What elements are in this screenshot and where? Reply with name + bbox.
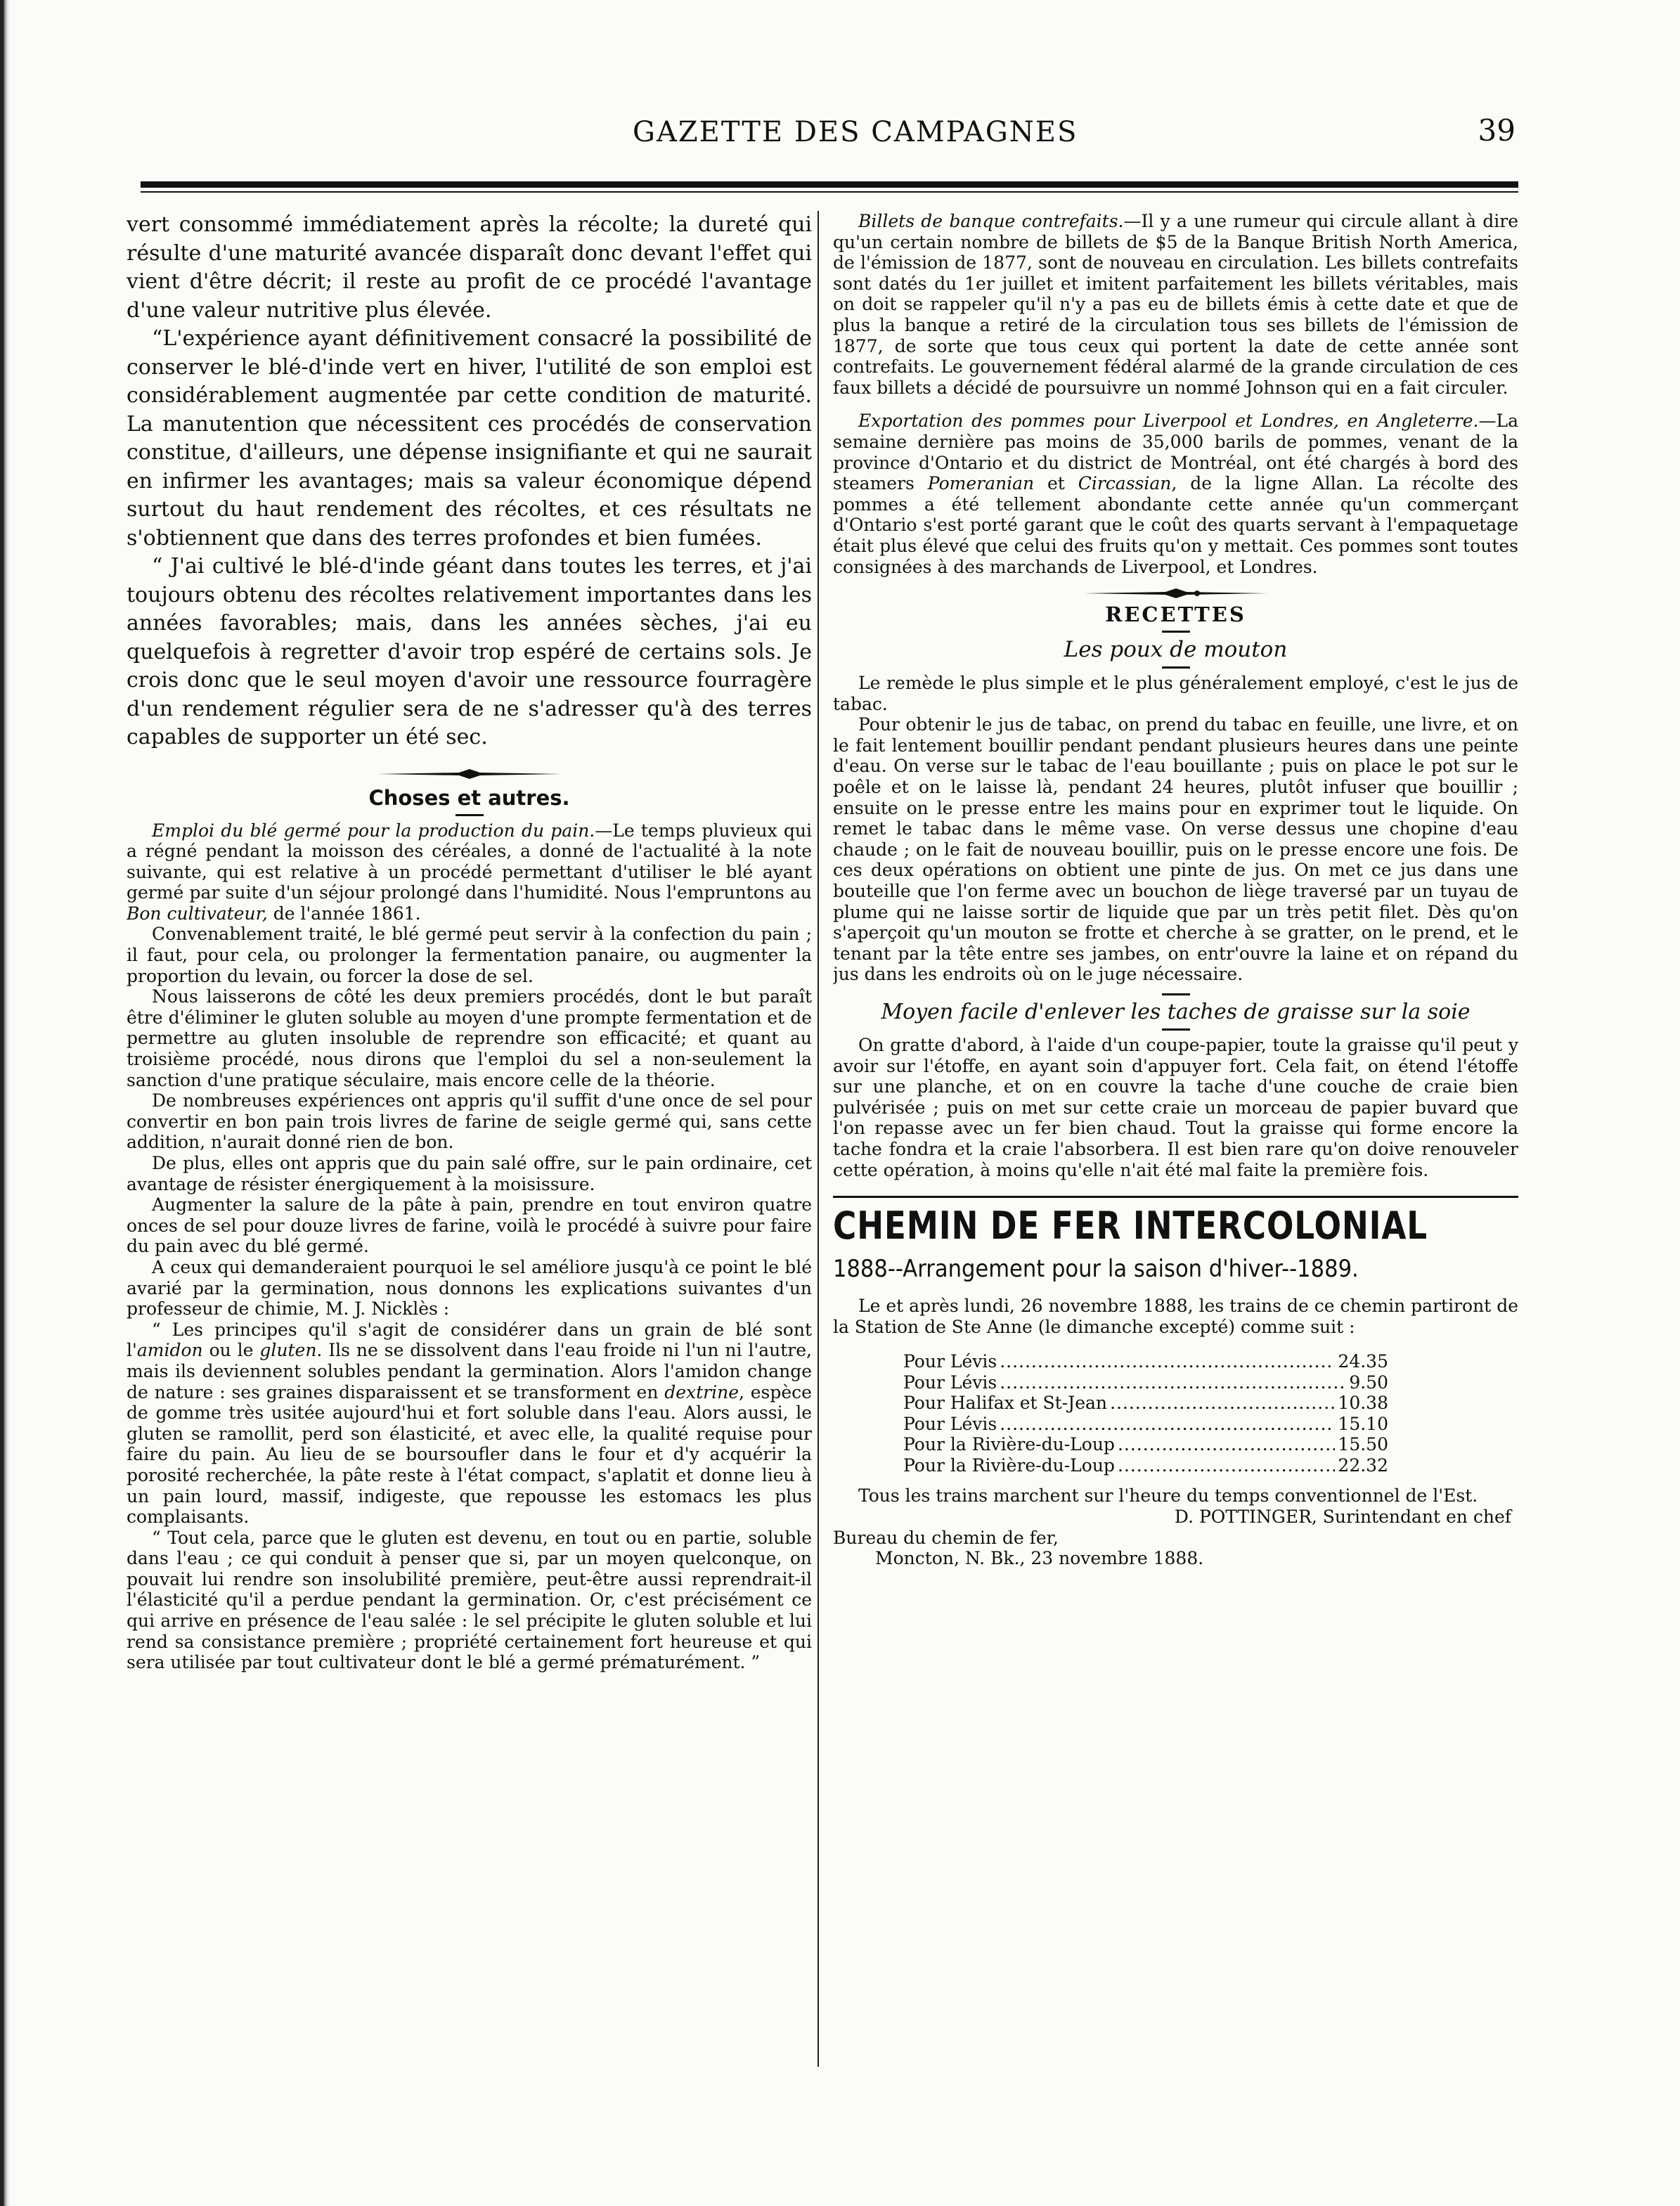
signature: D. POTTINGER, Surintendant en chef: [1174, 1506, 1511, 1527]
section-dash: [1162, 1028, 1190, 1031]
left-column: [127, 211, 812, 2088]
leader-dots: [1000, 1351, 1335, 1372]
term-amidon: amidon: [136, 1340, 203, 1361]
article-title: Emploi du blé germé pour la production du pain.: [152, 820, 595, 841]
page-header: [127, 109, 1532, 165]
section-title-choses: Choses et autres.: [368, 785, 570, 810]
article-emploi: [127, 820, 812, 924]
header-rule-thick: [141, 181, 1518, 188]
paragraph: vert consommé immédiatement après la récolte; la dureté qui résulte d'une maturité avancée disparaît donc devant l'effet qui vient d'être décrit; il reste au profit de ce procédé l'avantage d'une valeur nutritive plus élevée.: [127, 212, 812, 323]
schedule-row: [903, 1414, 1388, 1435]
railway-title: CHEMIN DE FER INTERCOLONIAL: [833, 1204, 1428, 1249]
schedule-row: [903, 1372, 1388, 1393]
quote-principes: [127, 1320, 812, 1528]
section-ornament: [378, 769, 561, 779]
section-dash: [1162, 666, 1190, 669]
schedule-note: Tous les trains marchent sur l'heure du temps conventionnel de l'Est.: [858, 1485, 1478, 1507]
text-run: . Ils ne se dissolvent dans l'eau froide ni l'un ni l'autre, mais ils deviennent solubles pendant la germination. Alors l'amidon change de nature : ses graines disparaissent et se transforment en: [127, 1340, 812, 1402]
paragraph: De plus, elles ont appris que du pain salé offre, sur le pain ordinaire, cet avantage de résister énergiquement à la moisissure.: [127, 1153, 812, 1194]
paragraph: On gratte d'abord, à l'aide d'un coupe-papier, toute la graisse qu'il peut y avoir sur l'étoffe, en ayant soin d'appuyer fort. Cela fait, on étend l'étoffe sur une planche, et on en couvre la tache d'une couche de craie bien pulvérisée ; puis on met sur cette craie un morceau de papier buvard que l'on repasse avec un fer bien chaud. Tout la graisse qui forme encore la tache fondra et la craie l'absorbera. Il est bien rare qu'on doive renouveler cette opération, à moins qu'elle n'ait été mal faite la première fois.: [833, 1035, 1518, 1180]
ship-name: Pomeranian: [927, 473, 1035, 494]
paragraph: Le remède le plus simple et le plus généralement employé, c'est le jus de tabac.: [833, 673, 1518, 714]
source-year: de l'année 1861.: [273, 903, 421, 924]
schedule-row: [903, 1434, 1388, 1455]
destination: Pour Halifax et St-Jean: [903, 1393, 1107, 1414]
recipe-title-poux: Les poux de mouton: [1064, 637, 1288, 663]
section-ornament: [1085, 588, 1267, 598]
paragraph: Pour obtenir le jus de tabac, on prend du tabac en feuille, une livre, et on le fait lentement bouillir pendant pendant plusieurs heures dans une peinte d'eau. On verse sur le tabac de l'eau bouillante ; puis on place le pot sur le poêle et on le laisse là, pendant 24 heures, plutôt infuser que bouillir ; ensuite on le presse entre les mains pour en exprimer tout le liquide. On remet le tabac dans le même vase. On verse dessus une chopine d'eau chaude ; on le fait de nouveau bouillir, puis on le presse encore une fois. De ces deux opérations on obtient une pinte de jus. On met ce jus dans une bouteille que l'on ferme avec un bouchon de liège traversé par un tuyau de plume qui ne laisse sortir de liquide que par un très petit filet. Dès qu'on s'aperçoit qu'un mouton se frotte et cherche à se gratter, on le prend, et le tenant par la tête entre ses jambes, on entr'ouvre la laine et on répand du jus dans les endroits où on le juge nécessaire.: [833, 714, 1518, 985]
paragraph: “ J'ai cultivé le blé-d'inde géant dans toutes les terres, et j'ai toujours obtenu des récoltes relativement importantes dans les années favorables; mais, dans les années sèches, j'ai eu quelquefois à regretter d'avoir trop espéré de certains sols. Je crois donc que le seul moyen d'avoir une ressource fourragère d'un rendement régulier sera de ne s'adresser qu'à des terres capables de supporter un été sec.: [127, 554, 812, 749]
text-run: et: [1034, 473, 1078, 494]
leader-dots: [1000, 1372, 1346, 1393]
header-rule-thin: [141, 191, 1518, 193]
leader-dots: [1118, 1455, 1335, 1476]
leader-dots: [1000, 1414, 1335, 1435]
recipe-title-taches: Moyen facile d'enlever les taches de graisse sur la soie: [881, 1000, 1471, 1024]
quote-tout-cela: “ Tout cela, parce que le gluten est devenu, en tout ou en partie, soluble dans l'eau ; ce qui conduit à penser que si, par un moyen quelconque, on pouvait lui rendre son insolubilité première, peut-être aussi reprendrait-il l'élasticité qu'il a perdue pendant la germination. Or, c'est précisément ce qui arrive en présence de l'eau salée : le sel précipite le gluten soluble et lui rend sa consistance première ; propriété certainement fort heureuse et qui sera utilisée par tout cultivateur dont le blé a germé prématurément. ”: [127, 1527, 812, 1673]
paragraph: Convenablement traité, le blé germé peut servir à la confection du pain ; il faut, pour cela, ou prolonger la fermentation panaire, ou augmenter la proportion du levain, ou forcer la dose de sel.: [127, 924, 812, 986]
paragraph: Augmenter la salure de la pâte à pain, prendre en tout environ quatre onces de sel pour douze livres de farine, voilà le procédé à suivre pour faire du pain avec du blé germé.: [127, 1194, 812, 1257]
text-run: , espèce de gomme très usitée aujourd'hui et fort soluble dans l'eau. Alors aussi, le gluten se ramollit, perd son élasticité, et avec elle, la qualité requise pour faire du pain. Au lieu de se boursoufler dans le four et d'y acquérir la porosité recherchée, la pâte reste à l'état compact, s'aplatit et donne lieu à un pain lourd, massif, indigeste, que repousse les estomacs les plus complaisants.: [127, 1381, 812, 1528]
section-dash: [1162, 631, 1190, 633]
term-gluten: gluten: [259, 1340, 317, 1361]
schedule-row: [903, 1393, 1388, 1414]
column-divider: [818, 211, 819, 2067]
text-run: —La semaine dernière pas moins de 35,000 barils de pommes, venant de la province d'Ontario et du district de Montréal, ont été chargés à bord des steamers: [833, 411, 1518, 494]
leader-dots: [1110, 1393, 1335, 1414]
paragraph: A ceux qui demanderaient pourquoi le sel améliore jusqu'à ce point le blé avarié par la germination, nous donnons les explications suivantes d'un professeur de chimie, M. J. Nicklès :: [127, 1256, 812, 1320]
text-run: ou le: [202, 1340, 260, 1361]
season-arrangement: 1888--Arrangement pour la saison d'hiver--1889.: [833, 1255, 1359, 1284]
page-number: 39: [1478, 113, 1516, 148]
article-text: —Le temps pluvieux qui a régné pendant la moisson des céréales, a donné de l'actualité à la note suivante, qui est relative à un procédé permettant d'utiliser le blé ayant germé par suite d'un séjour prolongé dans l'humidité. Nous l'empruntons au: [127, 820, 812, 903]
section-dash: [1162, 993, 1190, 995]
term-dextrine: dextrine: [664, 1381, 739, 1402]
destination: Pour Lévis: [903, 1372, 997, 1393]
place-date: Moncton, N. Bk., 23 novembre 1888.: [875, 1548, 1204, 1569]
right-column: [833, 211, 1518, 2088]
article-exportation: [833, 411, 1518, 577]
paragraph: De nombreuses expériences ont appris qu'il suffit d'une once de sel pour convertir en bon pain trois livres de farine de seigle germé qui, sans cette addition, n'aurait donné rien de bon.: [127, 1090, 812, 1153]
article-title: Billets de banque contrefaits.: [858, 211, 1124, 231]
ad-rule: [833, 1196, 1518, 1198]
journal-title: GAZETTE DES CAMPAGNES: [633, 116, 1078, 148]
paragraph: “L'expérience ayant définitivement consacré la possibilité de conserver le blé-d'inde vert en hiver, l'utilité de son emploi est considérablement augmentée par cette condition de maturité. La manutention que nécessitent ces procédés de conservation constitue, d'ailleurs, une dépense insignifiante et qui ne saurait en infirmer les avantages; mais sa valeur économique dépend surtout du haut rendement des récoltes, et ces résultats ne s'obtiennent que dans des terres profondes et bien fumées.: [127, 326, 812, 550]
destination: Pour Lévis: [903, 1351, 997, 1372]
paragraph: Nous laisserons de côté les deux premiers procédés, dont le but paraît être d'éliminer le gluten soluble au moyen d'une prompte fermentation et de permettre au gluten insoluble de reprendre son efficacité; et quant au troisième procédé, nous dirons que l'emploi du sel a non-seulement la sanction d'une pratique séculaire, mais encore celle de la théorie.: [127, 986, 812, 1090]
destination: Pour Lévis: [903, 1413, 997, 1434]
ship-name: Circassian: [1078, 473, 1172, 494]
schedule-row: [903, 1351, 1388, 1372]
departure-time: 9.50: [1349, 1372, 1388, 1393]
train-schedule: [903, 1351, 1388, 1476]
destination: Pour la Rivière-du-Loup: [903, 1454, 1115, 1476]
section-dash: [455, 814, 484, 816]
departure-time: 10.38: [1338, 1393, 1388, 1414]
destination: Pour la Rivière-du-Loup: [903, 1434, 1115, 1455]
leader-dots: [1118, 1434, 1335, 1455]
bureau: Bureau du chemin de fer,: [833, 1527, 1059, 1548]
departure-time: 24.35: [1338, 1351, 1388, 1372]
text-run: “ Les principes qu'il s'agit de considérer dans un grain de blé sont l': [127, 1319, 812, 1361]
departure-time: 22.32: [1338, 1454, 1388, 1476]
schedule-intro: Le et après lundi, 26 novembre 1888, les trains de ce chemin partiront de la Station de Ste Anne (le dimanche excepté) comme suit :: [833, 1296, 1518, 1337]
page-edge: [0, 0, 10, 2206]
departure-time: 15.50: [1338, 1434, 1388, 1455]
departure-time: 15.10: [1338, 1413, 1388, 1434]
source-title: Bon cultivateur,: [127, 903, 268, 924]
article-title: Exportation des pommes pour Liverpool et Londres, en Angleterre.: [858, 411, 1479, 432]
section-title-recettes: RECETTES: [1105, 602, 1246, 627]
text-run: , de la ligne Allan. La récolte des pommes a été tellement abondante cette année qu'un commerçant d'Ontario s'est porté garant que le coût des quarts servant à l'empaquetage était plus élevé que celui des fruits qu'on y mettait. Ces pommes sont toutes consignées à des marchands de Liverpool, et Londres.: [833, 473, 1518, 577]
article-text: —Il y a une rumeur qui circule allant à dire qu'un certain nombre de billets de $5 de la Banque British North America, de l'émission de 1877, sont de nouveau en circulation. Les billets contrefaits sont datés du 1er juillet et imitent parfaitement les billets véritables, mais on doit se rappeler qu'il n'y a pas eu de billets émis à cette date et que de plus la banque a retiré de la circulation tous ses billets de l'émission de 1877, de sorte que tous ceux qui portent la date de cette année sont contrefaits. Le gouvernement fédéral alarmé de la grande circulation de ces faux billets a décidé de poursuivre un nommé Johnson qui en a fait circuler.: [833, 211, 1518, 398]
schedule-row: [903, 1455, 1388, 1476]
article-billets: [833, 211, 1518, 398]
